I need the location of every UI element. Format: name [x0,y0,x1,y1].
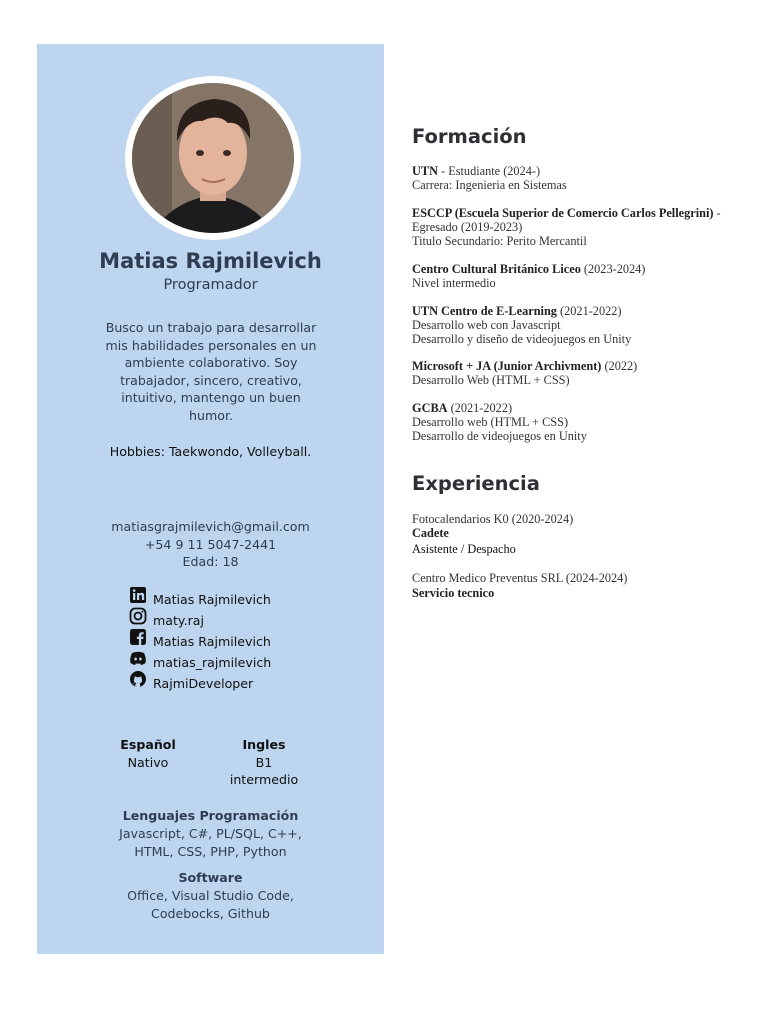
education-institution: Centro Cultural Británico Liceo [412,262,581,276]
instagram-icon [129,607,147,625]
contact-phone: +54 9 11 5047-2441 [144,536,277,552]
programming-languages-list [117,825,304,860]
education-entry [412,262,742,290]
education-entry [412,359,742,387]
software-list [117,887,304,922]
programming-languages-line: Javascript, C#, PL/SQL, C++, [119,826,302,841]
language-level: Nativo [127,754,169,770]
profile-summary: Busco un trabajo para desarrollar mis habilidades personales en un ambiente colaborativo. Soy trabajador, sincero, creativo, intuitivo, mantengo un buen humor. [105,320,317,423]
social-label: RajmiDeveloper [153,676,254,691]
education-entry [412,401,742,443]
language-title: Ingles [242,737,286,752]
education-status: (2022) [601,359,638,373]
education-entry [412,206,742,248]
education-institution: UTN Centro de E-Learning [412,304,557,318]
software-title: Software [178,870,243,885]
facebook-icon [129,628,147,646]
education-detail: Desarrollo web (HTML + CSS) [412,415,569,429]
profile-name: Matias Rajmilevich [99,249,322,273]
social-label: Matias Rajmilevich [153,592,271,607]
profile-photo-frame [125,76,301,240]
education-institution: UTN [412,164,438,178]
contact-block [37,518,384,571]
experience-position: Servicio tecnico [412,586,495,600]
language-english [209,736,319,789]
programming-languages-title: Lenguajes Programación [122,808,299,823]
education-entry [412,304,742,346]
education-detail: Desarrollo web con Javascript [412,318,561,332]
education-detail: Titulo Secundario: Perito Mercantil [412,234,587,248]
software-line: Codebocks, Github [151,905,270,921]
contact-email[interactable]: matiasgrajmilevich@gmail.com [111,519,310,534]
social-label: matias_rajmilevich [153,655,272,670]
education-institution: ESCCP (Escuela Superior de Comercio Carlos Pellegrini) [412,206,714,220]
education-status: - Egresado (2019-2023) [412,206,721,234]
sidebar [37,44,384,954]
language-title: Español [120,737,176,752]
profile-photo [132,83,294,233]
social-label: maty.raj [153,613,204,628]
education-status: - Estudiante (2024-) [437,164,541,178]
education-institution: Microsoft + JA (Junior Archivment) [412,359,602,373]
linkedin-icon [129,586,147,604]
formacion-heading: Formación [412,125,527,148]
programming-languages-line: HTML, CSS, PHP, Python [134,843,287,859]
language-spanish [93,736,203,771]
education-detail: Carrera: Ingenieria en Sistemas [412,178,567,192]
language-level: B1 [255,754,273,770]
education-detail: Desarrollo Web (HTML + CSS) [412,373,570,387]
experience-company: Centro Medico Preventus SRL (2024-2024) [412,571,628,585]
experience-company: Fotocalendarios K0 (2020-2024) [412,512,574,526]
education-detail: Desarrollo de videojuegos en Unity [412,429,587,443]
experience-entry [412,571,742,600]
profile-hobbies: Hobbies: Taekwondo, Volleyball. [109,444,312,459]
education-institution: GCBA [412,401,448,415]
education-detail: Desarrollo y diseño de videojuegos en Unity [412,332,632,346]
contact-age: Edad: 18 [182,554,239,569]
education-status: (2021-2022) [447,401,513,415]
education-entry [412,164,742,192]
education-status: (2023-2024) [580,262,646,276]
language-level-detail: intermedio [229,772,299,787]
github-icon [129,670,147,688]
experience-position: Cadete [412,526,449,540]
social-label: Matias Rajmilevich [153,634,271,649]
education-detail: Nivel intermedio [412,276,496,290]
discord-icon [129,649,147,667]
experiencia-heading: Experiencia [412,472,540,495]
experience-detail: Asistente / Despacho [412,542,516,556]
experience-entry [412,512,742,556]
profile-role: Programador [163,277,258,293]
software-line: Office, Visual Studio Code, [127,888,294,903]
education-status: (2021-2022) [556,304,622,318]
